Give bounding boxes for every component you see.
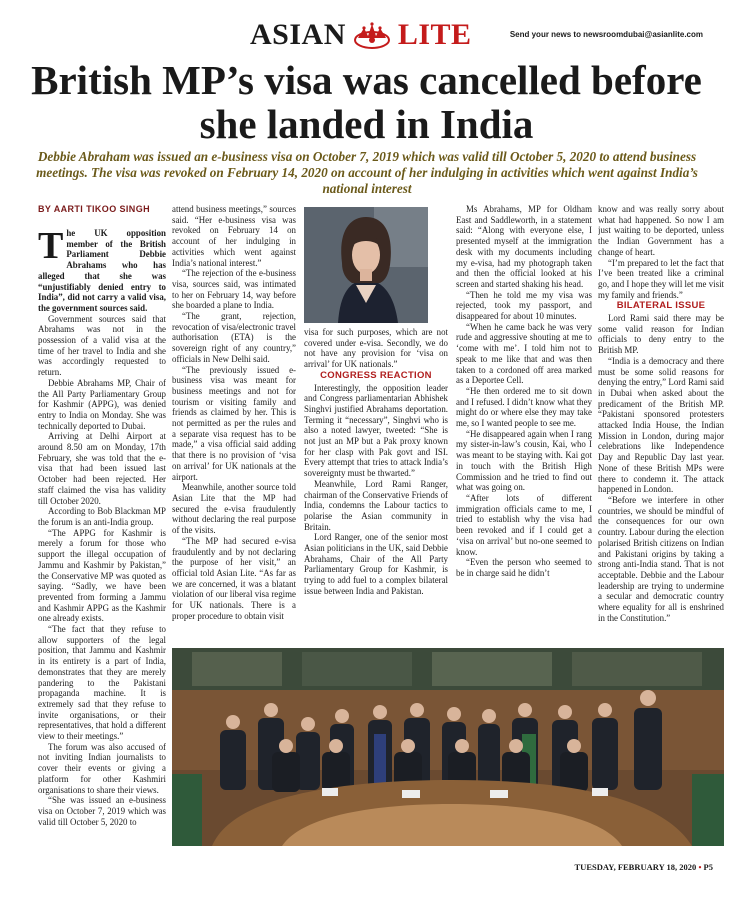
paragraph: “When he came back he was very rude and aggressive shouting at me to ‘come with me’. I told him not to speak to me like that and was then taken to a cordoned off area marked as a Deportee Cell. [456, 321, 592, 386]
subhead-congress-reaction: CONGRESS REACTION [320, 369, 432, 381]
paragraph: Lord Ranger, one of the senior most Asian politicians in the UK, said Debbie Abrahams, Chair of the All Party Parliamentary Group for Kashmir, is trying to add fuel to a complex bilateral issue between India and Pakistan. [304, 532, 448, 596]
paragraph: The forum was also accused of not inviting Indian journalists to cover their events or giving a platform for other Kashmiri organisations to share their views. [38, 741, 166, 795]
paragraph: “The grant, rejection, revocation of visa/electronic travel authorisation (ETA) is the sovereign right of any country,” officials in New Delhi said. [172, 311, 296, 364]
standfirst: Debbie Abraham was issued an e-business visa on October 7, 2019 which was valid till October 5, 2020 to attend business meetings. The visa was revoked on February 14, 2020 on account of her indulging in activities which went against India’s national interest [36, 149, 698, 196]
asian-lite-logo[interactable] [250, 18, 472, 52]
logo-word-lite: LITE [397, 18, 472, 51]
paragraph: attend business meetings,” sources said. “Her e-business visa was revoked on February 14 on account of her indulging in activities which went against India’s national interest.” [172, 204, 296, 268]
paragraph: know and was really sorry about what had happened. So now I am just waiting to be deported, unless the Indian Government has a change of heart. [598, 204, 724, 257]
paragraph: “The fact that they refuse to allow supporters of the legal position, that Jammu and Kashmir in its entirety is a part of India, demonstrates that they are merely pandering to the Pakistani propaganda machine. It is extremely sad that they refuse to invite organisations, or their representatives, that hold a different view to their meetings.” [38, 624, 166, 742]
issue-date: TUESDAY, FEBRUARY 18, 2020 [574, 862, 697, 872]
paragraph: Lord Rami said there may be some valid reason for Indian officials to deny entry to the British MP. [598, 313, 724, 356]
paragraph: “I’m prepared to let the fact that I’ve been treated like a criminal go, and I hope they will let me visit my family and friends.” [598, 257, 724, 300]
subhead-bilateral-issue: BILATERAL ISSUE [616, 300, 706, 312]
page-footer [575, 862, 713, 872]
article-column-4 [456, 204, 592, 646]
logo-word-asian: ASIAN [250, 18, 346, 51]
article-column-2 [172, 204, 296, 646]
paragraph: visa for such purposes, which are not covered under e-visa. Secondly, we do not have any provision for ‘visa on arrival’ for UK nationals.” [304, 327, 448, 370]
lead-text: he UK opposition member of the British Parliament Debbie Abrahams who has alleged that she was “unjustifiably denied entry to India”, did not carry a valid visa, the government sources said. [38, 228, 166, 313]
portrait-photo [304, 207, 428, 323]
byline: BY AARTI TIKOO SINGH [38, 204, 151, 214]
paragraph: Ms Abrahams, MP for Oldham East and Saddleworth, in a statement said: “Along with everyone else, I presented myself at the immigration desk with my documents including my e-visa, had my photograph taken and then the official looked at his screen and started shaking his head. [456, 204, 592, 289]
masthead [0, 0, 733, 50]
paragraph: “The MP had secured e-visa fraudulently and by not declaring the purpose of her visit,” an official told Asian Lite. “As far as we are concerned, it was a blatant violation of our liberal visa regime for UK nationals. There is a proper procedure to obtain visit [172, 535, 296, 621]
article-column-3 [304, 327, 448, 645]
drop-cap: T [38, 228, 64, 267]
paragraph: “Then he told me my visa was rejected, took my passport, and disappeared for about 10 minutes. [456, 289, 592, 322]
group-photo [172, 648, 724, 846]
crest-icon [352, 20, 392, 50]
paragraph: “The rejection of the e-business visa, sources said, was intimated to her on February 14, way before she boarded a plane to India. [172, 268, 296, 311]
paragraph: Debbie Abrahams MP, Chair of the All Party Parliamentary Group for Kashmir (APPG), was denied entry to India on Monday. She was technically deported to Dubai. [38, 377, 166, 431]
paragraph: Arriving at Delhi Airport at around 8.50 am on Monday, 17th February, she was told that the e-visa that had been issued last October had been rejected. Her staff claimed the visa has validity till October 2020. [38, 431, 166, 506]
footer-separator: • [698, 862, 702, 872]
paragraph: “The APPG for Kashmir is merely a forum for those who support the illegal occupation of Jammu and Kashmir by Pakistan,” the Conservative MP was quoted as saying. “Sadly, we have been prevented from forming a Jammu and Kashmir APPG as the Kashmir one already exists. [38, 527, 166, 624]
paragraph: According to Bob Blackman MP the forum is an anti-India group. [38, 506, 166, 527]
lead-paragraph [38, 228, 166, 314]
article-column-5 [598, 204, 724, 646]
paragraph: “India is a democracy and there must be some solid reasons for denying the entry,” Lord Rami said in Dubai when asked about the predicament of the British MP. “Pakistani sponsored protesters attacked India House, the Indian Mission in London, during major celebrations like Independence Day and Republic Day last year. None of these British MPs were there to condemn it. The attack happened in London. [598, 355, 724, 495]
appg-meeting-photo [172, 648, 724, 846]
paragraph: “After lots of different immigration officials came to me, I tried to establish why the visa had been revoked and if I could get a ‘visa on arrival’ but no-one seemed to know. [456, 492, 592, 557]
paragraph: Interestingly, the opposition leader and Congress parliamentarian Abhishek Singhvi justified Abrahams deportation. Terming it “necessary”, Singhvi who is also a noted lawyer, tweeted: “She is not just an MP but a Pak proxy known for her clasp with Pak govt and ISI. Every attempt that tries to attack India’s sovereignty must be thwarted.” [304, 382, 448, 479]
paragraph: “He then ordered me to sit down and I refused. I didn’t know what they might do or where else they may take me, so I wanted people to see me. [456, 385, 592, 429]
debbie-abrahams-photo [304, 207, 428, 323]
article-column-1 [38, 228, 166, 846]
send-news-link[interactable]: Send your news to newsroomdubai@asianlite.com [509, 30, 703, 39]
paragraph: Government sources said that Abrahams was not in the possession of a valid visa at the time of her travel to India and she was accordingly requested to return. [38, 313, 166, 378]
paragraph: “Even the person who seemed to be in charge said he didn’t [456, 557, 592, 578]
paragraph: Meanwhile, Lord Rami Ranger, chairman of the Conservative Friends of India, condemns the Labour tactics to polarise the Asian community in Britain. [304, 478, 448, 532]
paragraph: “Before we interfere in other countries, we should be mindful of the consequences for our own country. Labour during the election polarised British citizens on Indian and Pakistani origins by taking a strong anti-India stand. That is not acceptable. Debbie and the Labour leadership are trying to undermine a secular and democratic country where equality for all is enshrined in the Constitution.” [598, 494, 724, 623]
page-number: P5 [703, 862, 713, 872]
paragraph: “He disappeared again when I rang my sister-in-law’s cousin, Kai, who I was meant to be staying with. Kai got in touch with the British High Commission and he tried to find out what was going on. [456, 428, 592, 493]
headline: British MP’s visa was cancelled before she landed in India [31, 57, 702, 147]
paragraph: “She was issued an e-business visa on October 7, 2019 which was valid till October 5, 2020 to [38, 795, 166, 827]
paragraph: “The previously issued e-business visa was meant for business meetings and not for tourism or visiting family and friends as claimed by her. This is not permitted as per the rules and a separate visa request has to be made,” a visa official said adding that there is no provision of ‘visa on arrival’ for UK nationals at the airport. [172, 364, 296, 482]
paragraph: Meanwhile, another source told Asian Lite that the MP had secured the e-visa fraudulently without declaring the real purpose of the visits. [172, 482, 296, 536]
